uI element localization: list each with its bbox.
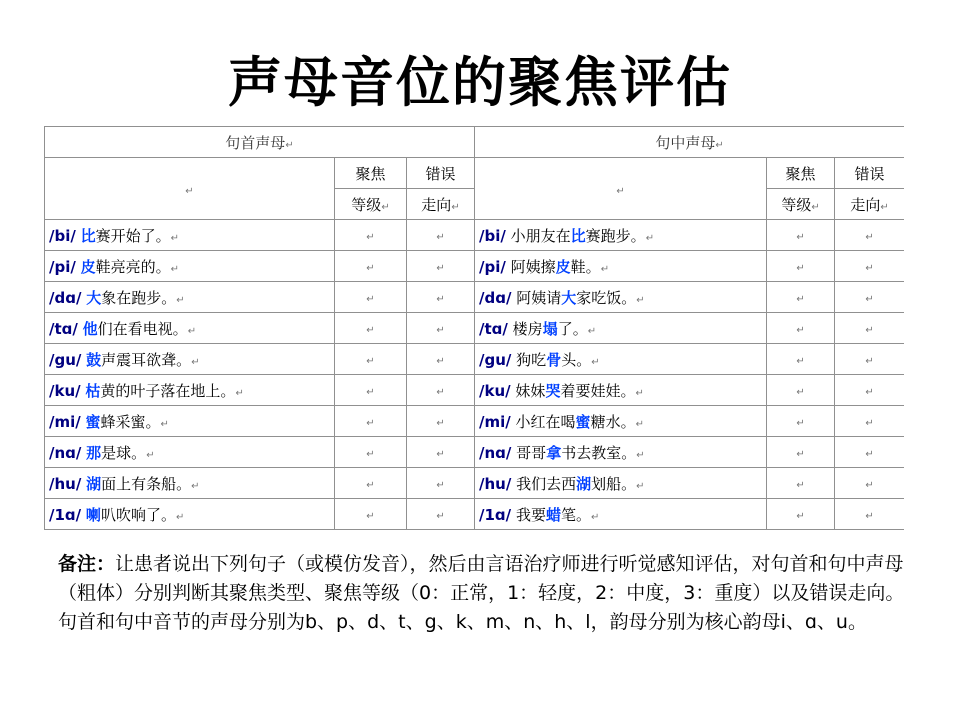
target-syllable: 蜜 [575, 412, 591, 431]
return-mark: ↵ [176, 294, 185, 306]
initial-error-direction-cell [407, 344, 475, 375]
return-mark: ↵ [590, 511, 600, 523]
return-mark: ↵ [865, 356, 874, 367]
target-syllable: 湖 [576, 474, 592, 493]
medial-sentence-cell [475, 251, 767, 282]
target-syllable: 他 [82, 319, 98, 338]
target-syllable: 湖 [86, 474, 102, 493]
return-mark: ↵ [146, 449, 155, 461]
sentence-rest: 家吃饭。 [576, 288, 637, 307]
initial-sentence-cell [45, 220, 335, 251]
medial-error-direction-cell [835, 220, 904, 251]
initial-sentence-cell [45, 251, 335, 282]
target-syllable: 蜡 [545, 505, 561, 524]
table-row [45, 468, 905, 499]
pinyin-label: /1ɑ/ [49, 505, 82, 524]
initial-error-direction-cell [407, 375, 475, 406]
return-mark: ↵ [796, 356, 805, 367]
pinyin-label: /mi/ [49, 412, 81, 431]
medial-focus-level-cell [767, 375, 835, 406]
pinyin-label: /pi/ [479, 257, 506, 276]
target-syllable: 皮 [555, 257, 571, 276]
medial-focus-level-cell [767, 406, 835, 437]
sentence-rest: 头。 [561, 350, 592, 369]
return-mark: ↵ [451, 201, 460, 213]
target-syllable: 那 [86, 443, 102, 462]
assessment-table [44, 126, 904, 530]
sentence-prefix: 我们去西 [516, 474, 577, 493]
return-mark: ↵ [636, 480, 645, 492]
return-mark: ↵ [436, 449, 445, 460]
right-focus-level-header-2 [767, 189, 835, 220]
return-mark: ↵ [865, 511, 874, 522]
initial-error-direction-cell [407, 406, 475, 437]
left-focus-level-header-1: 聚焦 [335, 158, 407, 189]
pinyin-label: /nɑ/ [49, 443, 82, 462]
return-mark: ↵ [366, 449, 375, 460]
group-header-row [45, 127, 905, 158]
medial-error-direction-cell [835, 375, 904, 406]
return-mark: ↵ [645, 232, 655, 244]
sentence-rest: 蜂采蜜。 [100, 412, 161, 431]
return-mark: ↵ [436, 480, 445, 491]
return-mark: ↵ [381, 201, 390, 213]
return-mark: ↵ [811, 201, 820, 213]
return-mark: ↵ [635, 387, 644, 399]
sentence-prefix: 我要 [515, 505, 546, 524]
pinyin-label: /dɑ/ [49, 288, 82, 307]
return-mark: ↵ [865, 294, 874, 305]
pinyin-label: /tɑ/ [49, 319, 78, 338]
error-direction-text: 走向 [850, 195, 881, 214]
medial-sentence-cell [475, 375, 767, 406]
pinyin-label: /hu/ [479, 474, 512, 493]
return-mark: ↵ [191, 480, 200, 492]
target-syllable: 比 [80, 226, 96, 245]
medial-sentence-cell [475, 282, 767, 313]
return-mark: ↵ [366, 387, 375, 398]
initial-focus-level-cell [335, 251, 407, 282]
sentence-rest: 面上有条船。 [101, 474, 192, 493]
initial-error-direction-cell [407, 282, 475, 313]
medial-focus-level-cell [767, 437, 835, 468]
return-mark: ↵ [796, 387, 805, 398]
return-mark: ↵ [636, 449, 645, 461]
sentence-rest: 书去教室。 [561, 443, 637, 462]
return-mark: ↵ [436, 356, 445, 367]
initial-focus-level-cell [335, 406, 407, 437]
return-mark: ↵ [366, 232, 375, 243]
initial-sentence-cell [45, 282, 335, 313]
target-syllable: 蜜 [85, 412, 101, 431]
return-mark: ↵ [635, 418, 644, 430]
medial-focus-level-cell [767, 282, 835, 313]
sentence-rest: 笔。 [560, 505, 591, 524]
medial-sentence-cell [475, 437, 767, 468]
target-syllable: 皮 [80, 257, 96, 276]
return-mark: ↵ [796, 263, 805, 274]
return-mark: ↵ [796, 325, 805, 336]
return-mark: ↵ [616, 185, 625, 197]
pinyin-label: /tɑ/ [479, 319, 508, 338]
return-mark: ↵ [191, 356, 200, 368]
right-group-header [475, 127, 904, 158]
right-focus-level-header-1: 聚焦 [767, 158, 835, 189]
initial-focus-level-cell [335, 499, 407, 530]
left-group-label: 句首声母 [225, 133, 286, 152]
pinyin-label: /pi/ [49, 257, 76, 276]
return-mark: ↵ [796, 511, 805, 522]
page-title: 声母音位的聚焦评估 [228, 50, 732, 114]
medial-error-direction-cell [835, 437, 904, 468]
return-mark: ↵ [366, 263, 375, 274]
initial-sentence-cell [45, 344, 335, 375]
return-mark: ↵ [715, 139, 724, 151]
medial-focus-level-cell [767, 344, 835, 375]
target-syllable: 骨 [546, 350, 562, 369]
return-mark: ↵ [185, 185, 194, 197]
target-syllable: 哭 [545, 381, 561, 400]
sentence-rest: 声震耳欲聋。 [101, 350, 192, 369]
return-mark: ↵ [865, 232, 874, 243]
pinyin-label: /nɑ/ [479, 443, 512, 462]
return-mark: ↵ [175, 511, 185, 523]
return-mark: ↵ [170, 232, 180, 244]
right-error-direction-header-2 [835, 189, 904, 220]
medial-error-direction-cell [835, 344, 904, 375]
return-mark: ↵ [865, 418, 874, 429]
medial-error-direction-cell [835, 282, 904, 313]
return-mark: ↵ [865, 263, 874, 274]
return-mark: ↵ [865, 480, 874, 491]
target-syllable: 喇 [85, 505, 101, 524]
return-mark: ↵ [366, 294, 375, 305]
return-mark: ↵ [436, 387, 445, 398]
medial-focus-level-cell [767, 251, 835, 282]
medial-focus-level-cell [767, 499, 835, 530]
pinyin-label: /hu/ [49, 474, 82, 493]
initial-sentence-cell [45, 468, 335, 499]
medial-focus-level-cell [767, 468, 835, 499]
medial-sentence-cell [475, 499, 767, 530]
medial-sentence-cell [475, 468, 767, 499]
sentence-rest: 鞋亮亮的。 [95, 257, 171, 276]
initial-focus-level-cell [335, 344, 407, 375]
medial-error-direction-cell [835, 468, 904, 499]
pinyin-label: /gu/ [479, 350, 512, 369]
return-mark: ↵ [796, 418, 805, 429]
return-mark: ↵ [436, 263, 445, 274]
sentence-prefix: 阿姨擦 [510, 257, 556, 276]
initial-error-direction-cell [407, 499, 475, 530]
table-row [45, 437, 905, 468]
return-mark: ↵ [796, 294, 805, 305]
target-syllable: 鼓 [86, 350, 102, 369]
medial-error-direction-cell [835, 406, 904, 437]
medial-sentence-cell [475, 406, 767, 437]
medial-error-direction-cell [835, 499, 904, 530]
sentence-rest: 了。 [557, 319, 588, 338]
return-mark: ↵ [187, 325, 197, 337]
sentence-prefix: 妹妹 [515, 381, 546, 400]
sentence-rest: 鞋。 [570, 257, 601, 276]
return-mark: ↵ [366, 356, 375, 367]
pinyin-label: /gu/ [49, 350, 82, 369]
sentence-prefix: 小红在喝 [515, 412, 576, 431]
note-paragraph [58, 550, 918, 637]
initial-error-direction-cell [407, 251, 475, 282]
table-row [45, 499, 905, 530]
sentence-prefix: 楼房 [512, 319, 543, 338]
target-syllable: 比 [570, 226, 586, 245]
return-mark: ↵ [436, 232, 445, 243]
sentence-prefix: 小朋友在 [510, 226, 571, 245]
return-mark: ↵ [796, 449, 805, 460]
return-mark: ↵ [366, 480, 375, 491]
initial-sentence-cell [45, 499, 335, 530]
right-group-label: 句中声母 [655, 133, 716, 152]
left-error-direction-header-2 [407, 189, 475, 220]
sentence-rest: 黄的叶子落在地上。 [100, 381, 236, 400]
medial-sentence-cell [475, 220, 767, 251]
initial-sentence-cell [45, 437, 335, 468]
focus-level-text: 等级 [781, 195, 812, 214]
target-syllable: 拿 [546, 443, 562, 462]
return-mark: ↵ [160, 418, 169, 430]
sentence-prefix: 阿姨请 [516, 288, 562, 307]
target-syllable: 大 [86, 288, 102, 307]
error-direction-text: 走向 [421, 195, 452, 214]
initial-error-direction-cell [407, 437, 475, 468]
sentence-rest: 赛开始了。 [95, 226, 171, 245]
return-mark: ↵ [587, 325, 597, 337]
medial-error-direction-cell [835, 251, 904, 282]
right-error-direction-header-1: 错误 [835, 158, 904, 189]
sentence-rest: 是球。 [101, 443, 147, 462]
table-row [45, 251, 905, 282]
medial-focus-level-cell [767, 313, 835, 344]
sentence-rest: 们在看电视。 [97, 319, 188, 338]
return-mark: ↵ [865, 325, 874, 336]
left-group-header [45, 127, 475, 158]
pinyin-label: /1ɑ/ [479, 505, 512, 524]
sentence-prefix: 狗吃 [516, 350, 547, 369]
return-mark: ↵ [436, 325, 445, 336]
sentence-rest: 糖水。 [590, 412, 636, 431]
medial-sentence-cell [475, 344, 767, 375]
target-syllable: 枯 [85, 381, 101, 400]
return-mark: ↵ [796, 232, 805, 243]
pinyin-label: /dɑ/ [479, 288, 512, 307]
left-error-direction-header-1: 错误 [407, 158, 475, 189]
note-text: 让患者说出下列句子（或模仿发音），然后由言语治疗师进行听觉感知评估，对句首和句中声母（粗体）分别判断其聚焦类型、聚焦等级（0：正常，1：轻度，2：中度，3：重度）以及错误走向。句首和句中音节的声母分别为b、p、d、t、g、k、m、n、h、l，韵母分别为核心韵母i、ɑ、u。 [58, 553, 905, 633]
table-row [45, 375, 905, 406]
initial-error-direction-cell [407, 220, 475, 251]
return-mark: ↵ [366, 511, 375, 522]
return-mark: ↵ [436, 418, 445, 429]
return-mark: ↵ [636, 294, 645, 306]
initial-focus-level-cell [335, 375, 407, 406]
initial-sentence-cell [45, 375, 335, 406]
return-mark: ↵ [591, 356, 600, 368]
return-mark: ↵ [436, 294, 445, 305]
sentence-rest: 赛跑步。 [585, 226, 646, 245]
initial-focus-level-cell [335, 313, 407, 344]
medial-focus-level-cell [767, 220, 835, 251]
sentence-rest: 象在跑步。 [101, 288, 177, 307]
initial-error-direction-cell [407, 468, 475, 499]
pinyin-label: /bi/ [49, 226, 76, 245]
target-syllable: 塌 [542, 319, 558, 338]
sentence-rest: 着要娃娃。 [560, 381, 636, 400]
return-mark: ↵ [170, 263, 180, 275]
table-row [45, 344, 905, 375]
right-sentence-header [475, 158, 767, 220]
return-mark: ↵ [880, 201, 889, 213]
pinyin-label: /ku/ [479, 381, 511, 400]
medial-error-direction-cell [835, 313, 904, 344]
note-label: 备注： [58, 553, 116, 575]
sentence-rest: 划船。 [591, 474, 637, 493]
return-mark: ↵ [865, 387, 874, 398]
pinyin-label: /mi/ [479, 412, 511, 431]
left-focus-level-header-2 [335, 189, 407, 220]
initial-focus-level-cell [335, 220, 407, 251]
medial-sentence-cell [475, 313, 767, 344]
return-mark: ↵ [366, 418, 375, 429]
return-mark: ↵ [235, 387, 244, 399]
table-row [45, 406, 905, 437]
target-syllable: 大 [561, 288, 577, 307]
return-mark: ↵ [600, 263, 610, 275]
column-header-row [45, 158, 905, 189]
pinyin-label: /bi/ [479, 226, 506, 245]
return-mark: ↵ [796, 480, 805, 491]
initial-error-direction-cell [407, 313, 475, 344]
table-row [45, 220, 905, 251]
return-mark: ↵ [436, 511, 445, 522]
assessment-table-container [44, 126, 904, 538]
table-row [45, 313, 905, 344]
return-mark: ↵ [865, 449, 874, 460]
return-mark: ↵ [366, 325, 375, 336]
left-sentence-header [45, 158, 335, 220]
focus-level-text: 等级 [351, 195, 382, 214]
initial-sentence-cell [45, 313, 335, 344]
return-mark: ↵ [285, 139, 294, 151]
sentence-prefix: 哥哥 [516, 443, 547, 462]
initial-focus-level-cell [335, 468, 407, 499]
pinyin-label: /ku/ [49, 381, 81, 400]
initial-focus-level-cell [335, 282, 407, 313]
initial-focus-level-cell [335, 437, 407, 468]
initial-sentence-cell [45, 406, 335, 437]
sentence-rest: 叭吹响了。 [100, 505, 176, 524]
table-row [45, 282, 905, 313]
